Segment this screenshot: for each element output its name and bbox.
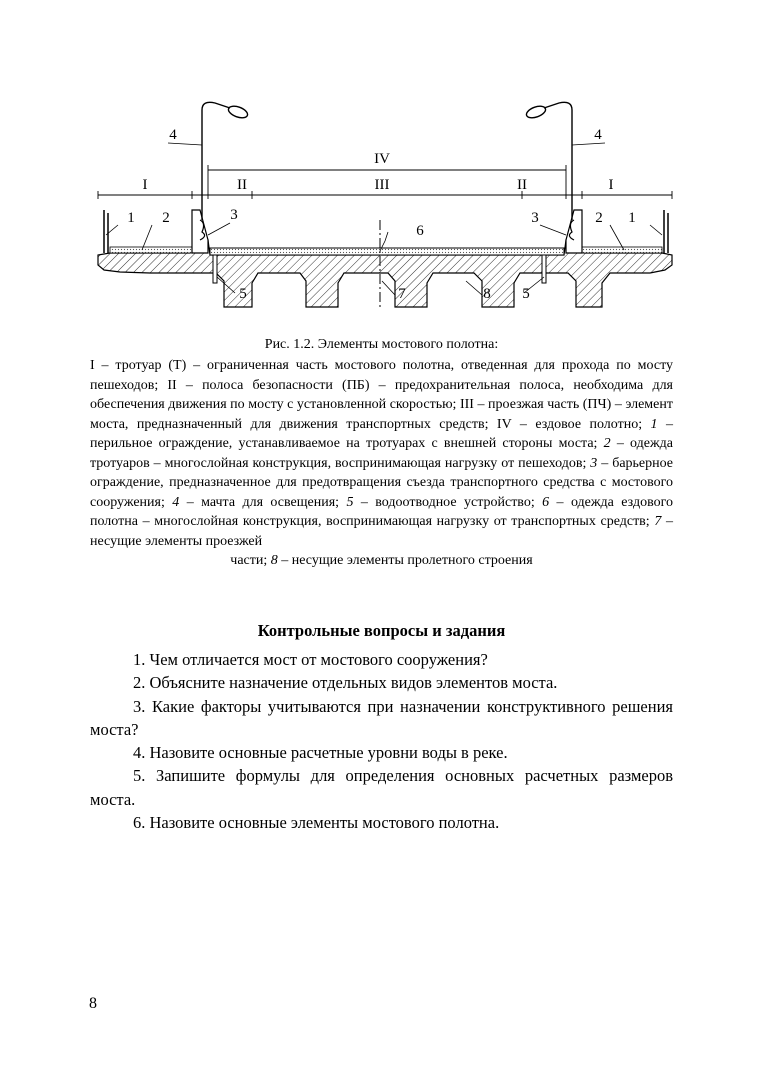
label-7: 7 xyxy=(398,286,406,302)
label-5-left: 5 xyxy=(239,286,247,302)
questions-list xyxy=(90,648,673,834)
label-6: 6 xyxy=(416,223,424,239)
barriers xyxy=(192,210,582,253)
figure-caption-title: Рис. 1.2. Элементы мостового полотна: xyxy=(264,337,499,352)
question-item: 4. Назовите основные расчетные уровни воды в реке. xyxy=(133,743,508,763)
section-title: Контрольные вопросы и задания xyxy=(257,621,506,640)
label-zone-I-left: I xyxy=(142,177,148,193)
label-1-left: 1 xyxy=(127,210,135,226)
label-4-right: 4 xyxy=(594,127,602,143)
question-item: 3. Какие факторы учитываются при назначении конструктивного решения моста? xyxy=(90,696,673,739)
question-item: 5. Запишите формулы для определения основных расчетных размеров моста. xyxy=(90,766,673,809)
label-4-left: 4 xyxy=(169,127,177,143)
label-zone-II-right: II xyxy=(517,177,527,193)
railings xyxy=(104,210,668,253)
question-item: 2. Объясните назначение отдельных видов элементов моста. xyxy=(133,673,558,693)
question-item: 1. Чем отличается мост от мостового сооружения? xyxy=(133,650,488,669)
label-2-right: 2 xyxy=(595,210,603,226)
label-zone-IV: IV xyxy=(374,151,390,167)
question-item: 6. Назовите основные элементы мостового полотна. xyxy=(133,813,500,833)
bridge-deck-figure xyxy=(90,95,680,335)
label-3-left: 3 xyxy=(230,207,238,223)
label-8: 8 xyxy=(483,286,491,302)
page-number: 8 xyxy=(89,995,97,1012)
label-zone-III: III xyxy=(374,177,390,193)
label-1-right: 1 xyxy=(628,210,636,226)
label-3-right: 3 xyxy=(531,210,539,226)
label-5-right: 5 xyxy=(522,286,530,302)
label-zone-I-right: I xyxy=(608,177,614,193)
label-zone-II-left: II xyxy=(237,177,247,193)
figure-caption-body: I – тротуар (Т) – ограниченная часть мостового полотна, отведенная для прохода по мосту пешеходов; II – полоса безопасности (ПБ) – предохранительная полоса, необходима для обеспечения движения по мосту с установленной скоростью; III – проезжая часть (ПЧ) – элемент моста, предназначенный для движения транспортных средств; IV – ездовое полотно; 1 – перильное ограждение, устанавливаемое на тротуарах с внешней стороны моста; 2 – одежда тротуаров – многослойная конструкция, воспринимающая нагрузку от пешеходов; 3 – барьерное ограждение, предназначенное для предотвращения съезда транспортного средства с мостового сооружения; 4 – мачта для освещения; 5 – водоотводное устройство; 6 – одежда ездового полотна – многослойная конструкция, воспринимающая нагрузку от транспортных средств; 7 – несущие элементы проезжей части; 8 – несущие элементы пролетного строения xyxy=(90,358,674,568)
label-2-left: 2 xyxy=(162,210,170,226)
